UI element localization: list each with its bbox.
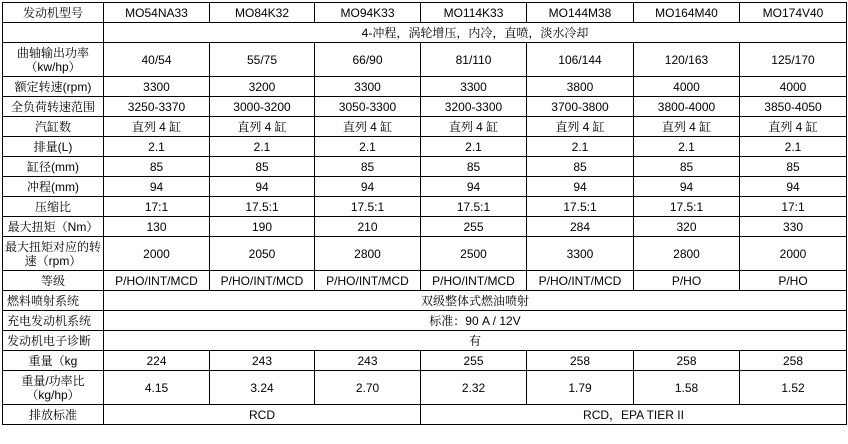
table-cell: 3300 <box>104 77 210 97</box>
charging-system-row <box>3 311 847 331</box>
row-label: 充电发动机系统 <box>3 311 104 331</box>
table-cell: 1.52 <box>740 371 847 405</box>
table-cell: 85 <box>634 157 740 177</box>
cylinders-row <box>3 117 847 137</box>
table-cell: 106/144 <box>527 43 634 77</box>
model-cell: MO114K33 <box>421 3 527 23</box>
header-row <box>3 3 847 23</box>
table-cell: 2.70 <box>315 371 421 405</box>
table-cell: 3300 <box>421 77 527 97</box>
diagnosis-row <box>3 331 847 351</box>
table-cell: 直列 4 缸 <box>315 117 421 137</box>
table-cell: 258 <box>634 351 740 371</box>
fuel-system-row <box>3 291 847 311</box>
table-cell: 130 <box>104 217 210 237</box>
table-cell: 94 <box>740 177 847 197</box>
table-cell: 258 <box>740 351 847 371</box>
table-cell: 17.5:1 <box>210 197 315 217</box>
engine-spec-table <box>2 2 847 425</box>
table-cell: 直列 4 缸 <box>104 117 210 137</box>
table-cell: 3850-4050 <box>740 97 847 117</box>
table-cell: 17.5:1 <box>421 197 527 217</box>
table-cell: 85 <box>740 157 847 177</box>
table-cell: 85 <box>315 157 421 177</box>
table-cell: 3300 <box>527 237 634 271</box>
row-label: 发动机电子诊断 <box>3 331 104 351</box>
model-cell: MO94K33 <box>315 3 421 23</box>
rated-speed-row <box>3 77 847 97</box>
empty-cell <box>3 23 104 43</box>
table-cell: 1.79 <box>527 371 634 405</box>
table-cell: 94 <box>634 177 740 197</box>
table-cell: 2000 <box>104 237 210 271</box>
table-cell: 94 <box>527 177 634 197</box>
table-cell: 直列 4 缸 <box>527 117 634 137</box>
table-cell: 258 <box>527 351 634 371</box>
torque-speed-row <box>3 237 847 271</box>
table-cell: 3800 <box>527 77 634 97</box>
full-load-range-row <box>3 97 847 117</box>
table-cell: 2800 <box>634 237 740 271</box>
table-cell: 243 <box>315 351 421 371</box>
table-cell: 2.1 <box>740 137 847 157</box>
table-cell: 2000 <box>740 237 847 271</box>
row-label: 发动机型号 <box>3 3 104 23</box>
table-cell: 94 <box>315 177 421 197</box>
weight-row <box>3 351 847 371</box>
table-cell: 120/163 <box>634 43 740 77</box>
row-label: 全负荷转速范围 <box>3 97 104 117</box>
table-cell: 94 <box>104 177 210 197</box>
row-label: 冲程(mm) <box>3 177 104 197</box>
table-cell: 3200-3300 <box>421 97 527 117</box>
table-cell: 直列 4 缸 <box>210 117 315 137</box>
table-cell: 2.1 <box>315 137 421 157</box>
power-row <box>3 43 847 77</box>
table-cell: 125/170 <box>740 43 847 77</box>
emission-value-a: RCD <box>104 405 421 425</box>
table-cell: P/HO/INT/MCD <box>527 271 634 291</box>
model-cell: MO164M40 <box>634 3 740 23</box>
row-label: 燃料喷射系统 <box>3 291 104 311</box>
table-cell: 255 <box>421 351 527 371</box>
model-cell: MO84K32 <box>210 3 315 23</box>
row-label: 最大扭矩对应的转速（rpm） <box>3 237 104 271</box>
charging-system-value: 标准：90 A / 12V <box>104 311 847 331</box>
max-torque-row <box>3 217 847 237</box>
weight-power-ratio-row <box>3 371 847 405</box>
table-cell: 2500 <box>421 237 527 271</box>
table-cell: 3700-3800 <box>527 97 634 117</box>
table-cell: 2.32 <box>421 371 527 405</box>
row-label: 排放标准 <box>3 405 104 425</box>
stroke-row <box>3 177 847 197</box>
compression-row <box>3 197 847 217</box>
table-cell: 1.58 <box>634 371 740 405</box>
table-cell: 243 <box>210 351 315 371</box>
table-cell: 2050 <box>210 237 315 271</box>
table-cell: 284 <box>527 217 634 237</box>
table-cell: P/HO/INT/MCD <box>315 271 421 291</box>
table-cell: 255 <box>421 217 527 237</box>
table-cell: 94 <box>210 177 315 197</box>
displacement-row <box>3 137 847 157</box>
table-cell: 3.24 <box>210 371 315 405</box>
table-cell: 320 <box>634 217 740 237</box>
table-cell: 17.5:1 <box>527 197 634 217</box>
row-label: 排量(L) <box>3 137 104 157</box>
table-cell: P/HO/INT/MCD <box>421 271 527 291</box>
table-cell: 2.1 <box>210 137 315 157</box>
engine-type-row <box>3 23 847 43</box>
bore-row <box>3 157 847 177</box>
engine-type-value: 4-冲程，涡轮增压，内冷，直喷，淡水冷却 <box>104 23 847 43</box>
row-label: 重量/功率比（kg/hp） <box>3 371 104 405</box>
table-cell: 330 <box>740 217 847 237</box>
table-cell: 17:1 <box>104 197 210 217</box>
row-label: 重量（kg <box>3 351 104 371</box>
table-cell: 直列 4 缸 <box>740 117 847 137</box>
row-label: 额定转速(rpm) <box>3 77 104 97</box>
table-cell: 40/54 <box>104 43 210 77</box>
table-cell: 4000 <box>740 77 847 97</box>
table-cell: 224 <box>104 351 210 371</box>
table-cell: 85 <box>210 157 315 177</box>
table-cell: P/HO <box>740 271 847 291</box>
row-label: 曲轴输出功率（kw/hp） <box>3 43 104 77</box>
table-cell: 17.5:1 <box>315 197 421 217</box>
table-cell: 85 <box>527 157 634 177</box>
emission-row <box>3 405 847 425</box>
table-cell: 2.1 <box>527 137 634 157</box>
table-cell: 4000 <box>634 77 740 97</box>
table-cell: 直列 4 缸 <box>421 117 527 137</box>
table-cell: 94 <box>421 177 527 197</box>
table-cell: 17.5:1 <box>634 197 740 217</box>
table-cell: 直列 4 缸 <box>634 117 740 137</box>
table-cell: 4.15 <box>104 371 210 405</box>
table-cell: 2.1 <box>421 137 527 157</box>
table-cell: 3800-4000 <box>634 97 740 117</box>
table-cell: 3200 <box>210 77 315 97</box>
table-cell: 2800 <box>315 237 421 271</box>
row-label: 等级 <box>3 271 104 291</box>
table-cell: P/HO <box>634 271 740 291</box>
table-cell: 3050-3300 <box>315 97 421 117</box>
table-cell: 17:1 <box>740 197 847 217</box>
diagnosis-value: 有 <box>104 331 847 351</box>
spec-table-wrapper <box>2 2 847 425</box>
table-cell: 85 <box>421 157 527 177</box>
model-cell: MO144M38 <box>527 3 634 23</box>
table-cell: 2.1 <box>104 137 210 157</box>
row-label: 最大扭矩（Nm） <box>3 217 104 237</box>
table-cell: 55/75 <box>210 43 315 77</box>
table-cell: 210 <box>315 217 421 237</box>
fuel-system-value: 双级整体式燃油喷射 <box>104 291 847 311</box>
row-label: 缸径(mm) <box>3 157 104 177</box>
table-cell: 81/110 <box>421 43 527 77</box>
model-cell: MO54NA33 <box>104 3 210 23</box>
table-cell: 66/90 <box>315 43 421 77</box>
table-cell: 3300 <box>315 77 421 97</box>
table-cell: 190 <box>210 217 315 237</box>
grade-row <box>3 271 847 291</box>
row-label: 汽缸数 <box>3 117 104 137</box>
table-cell: 3250-3370 <box>104 97 210 117</box>
table-cell: P/HO/INT/MCD <box>104 271 210 291</box>
table-cell: 3000-3200 <box>210 97 315 117</box>
table-cell: 85 <box>104 157 210 177</box>
table-cell: 2.1 <box>634 137 740 157</box>
row-label: 压缩比 <box>3 197 104 217</box>
table-cell: P/HO/INT/MCD <box>210 271 315 291</box>
emission-value-b: RCD，EPA TIER II <box>421 405 847 425</box>
model-cell: MO174V40 <box>740 3 847 23</box>
